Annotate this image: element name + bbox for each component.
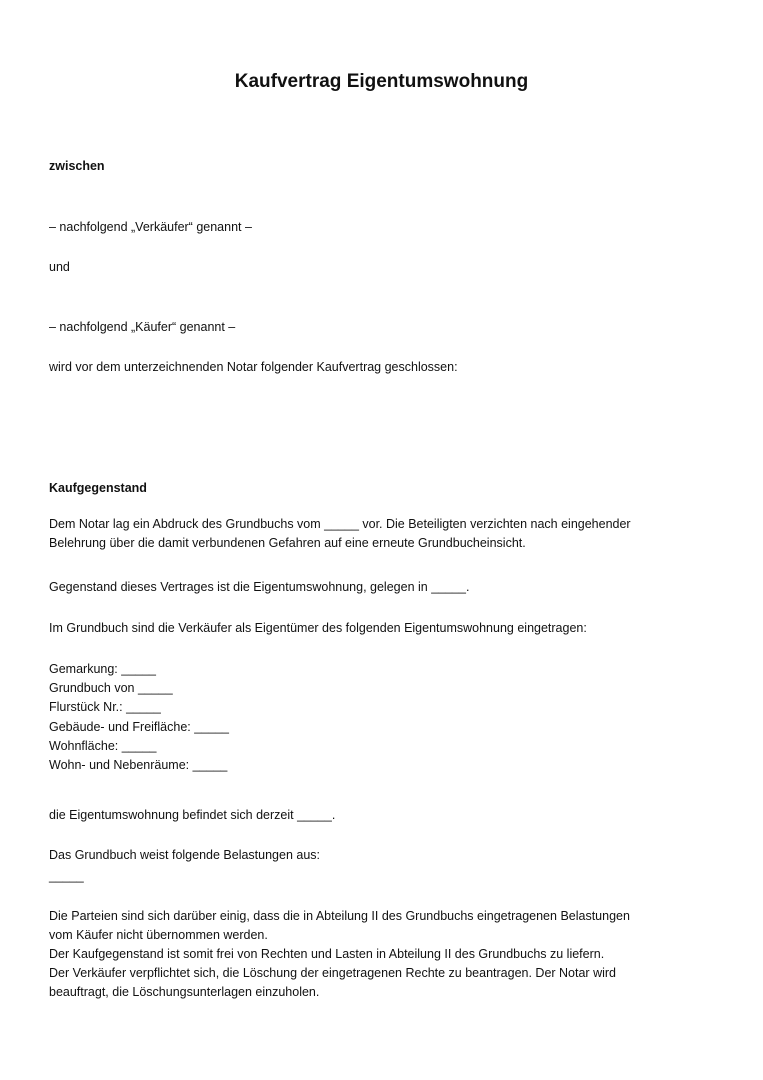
- document-title: Kaufvertrag Eigentumswohnung: [234, 71, 529, 92]
- section-heading: Kaufgegenstand: [49, 481, 147, 495]
- paragraph-line: Belehrung über die damit verbundenen Gefahren auf eine erneute Grundbucheinsicht.: [49, 536, 526, 550]
- paragraph-belastungen: Das Grundbuch weist folgende Belastungen aus:: [49, 848, 321, 862]
- contract-intro: wird vor dem unterzeichnenden Notar folgender Kaufvertrag geschlossen:: [49, 360, 458, 374]
- paragraph-line: vom Käufer nicht übernommen werden.: [49, 928, 268, 942]
- detail-flurstueck: Flurstück Nr.: _____: [49, 700, 161, 715]
- paragraph-derzeit: die Eigentumswohnung befindet sich derzeit _____.: [49, 808, 336, 822]
- detail-gebaeude-freiflaeche: Gebäude- und Freifläche: _____: [49, 719, 229, 734]
- paragraph-line: beauftragt, die Löschungsunterlagen einzuholen.: [49, 985, 320, 999]
- and-label: und: [49, 260, 70, 274]
- paragraph-line: Die Parteien sind sich darüber einig, dass die in Abteilung II des Grundbuchs eingetragenen Belastungen: [49, 909, 630, 923]
- seller-clause: – nachfolgend „Verkäufer“ genannt –: [49, 220, 252, 234]
- paragraph-line: Der Verkäufer verpflichtet sich, die Löschung der eingetragenen Rechte zu beantragen. Der Notar wird: [49, 966, 616, 980]
- paragraph-grundbuch-abdruck: [49, 515, 729, 553]
- property-details-list: [49, 660, 729, 775]
- paragraph-line: Der Kaufgegenstand ist somit frei von Rechten und Lasten in Abteilung II des Grundbuchs zu liefern.: [49, 947, 605, 961]
- detail-wohnflaeche: Wohnfläche: _____: [49, 738, 157, 753]
- buyer-clause: – nachfolgend „Käufer“ genannt –: [49, 320, 236, 334]
- detail-wohn-nebenraeume: Wohn- und Nebenräume: _____: [49, 758, 228, 773]
- paragraph-line: Dem Notar lag ein Abdruck des Grundbuchs vom _____ vor. Die Beteiligten verzichten nach eingehender: [49, 517, 631, 531]
- paragraph-eigentuemer: Im Grundbuch sind die Verkäufer als Eigentümer des folgenden Eigentumswohnung eingetragen:: [49, 621, 587, 635]
- detail-gemarkung: Gemarkung: _____: [49, 662, 157, 676]
- belastungen-blank: _____: [49, 869, 84, 883]
- paragraph-gegenstand: Gegenstand dieses Vertrages ist die Eigentumswohnung, gelegen in _____.: [49, 580, 470, 594]
- between-label: zwischen: [49, 159, 105, 173]
- paragraph-vereinbarung: [49, 907, 729, 1002]
- detail-grundbuch: Grundbuch von _____: [49, 681, 173, 696]
